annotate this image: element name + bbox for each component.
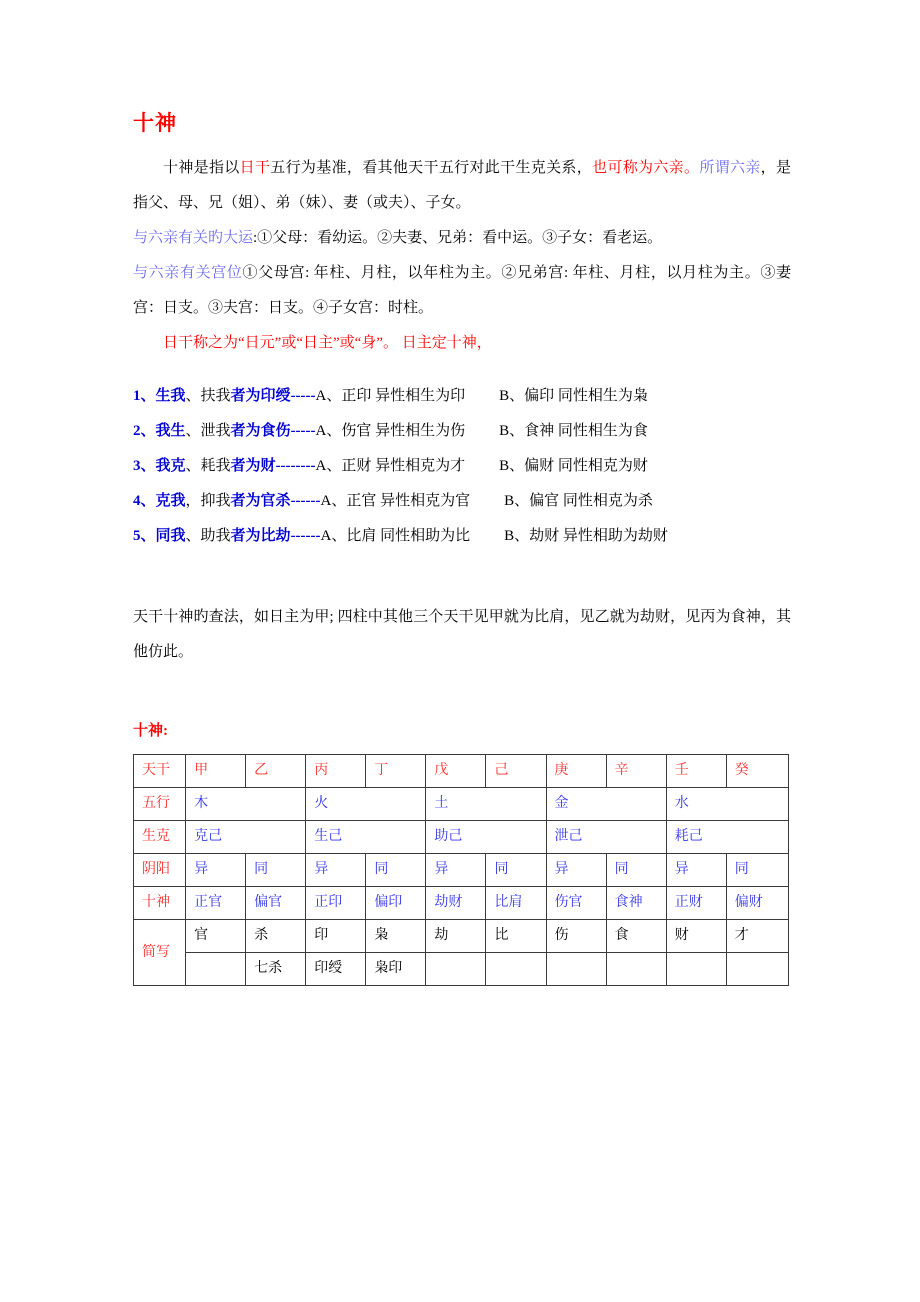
gongwei-body: ①父母宫: 年柱、月柱，以年柱为主。②兄弟宫: 年柱、月柱，以月柱为主。③妻宫：日支。③夫宫：日支。④子女宫：时柱。 <box>133 265 791 317</box>
relation-4-number: 4、 <box>133 493 156 510</box>
relation-3-middle: 、耗我 <box>185 458 231 475</box>
tiangan-cell-7: 庚 <box>546 755 606 788</box>
relation-4-dash: ------ <box>290 493 321 510</box>
spacer-before-table-heading <box>133 670 791 716</box>
intro-seg-3: 五行为基准，看其他天干五行对此干生克关系， <box>270 160 593 177</box>
tiangan-cell-3: 丙 <box>306 755 366 788</box>
relation-5-middle: 、助我 <box>185 528 231 545</box>
relation-4-middle: ，抑我 <box>185 493 231 510</box>
alias-cell-5 <box>426 953 486 986</box>
wuxing-cell-3: 土 <box>426 788 546 821</box>
shishen-cell-8: 食神 <box>606 887 666 920</box>
rigan-note-text: 日干称之为“日元”或“日主”或“身”。 日主定十神， <box>163 335 492 352</box>
row-label-shengke: 生克 <box>134 821 186 854</box>
dayun-label: 与六亲有关旳大运 <box>133 230 254 247</box>
shengke-cell-3: 助己 <box>426 821 546 854</box>
jianxie-cell-3: 印 <box>306 920 366 953</box>
jianxie-cell-10: 才 <box>726 920 788 953</box>
alias-cell-4: 枭印 <box>366 953 426 986</box>
table-row-wuxing <box>134 788 789 821</box>
intro-seg-rigan: 日干 <box>239 160 271 177</box>
document-body <box>133 110 791 986</box>
shishen-cell-5: 劫财 <box>426 887 486 920</box>
shishen-cell-7: 伤官 <box>546 887 606 920</box>
shishen-cell-4: 偏印 <box>366 887 426 920</box>
relation-1-key-2: 者为印绶 <box>230 388 291 405</box>
yinyang-cell-7: 异 <box>546 854 606 887</box>
shishen-cell-2: 偏官 <box>246 887 306 920</box>
tiangan-cell-8: 辛 <box>606 755 666 788</box>
intro-seg-suowei-blue: 所谓六亲 <box>699 160 761 177</box>
table-section-title: 十神: <box>133 723 168 740</box>
tiangan-cell-6: 己 <box>486 755 546 788</box>
paragraph-dayun <box>133 221 791 256</box>
table-row-shishen <box>134 887 789 920</box>
jianxie-cell-1: 官 <box>186 920 246 953</box>
table-row-alias <box>134 953 789 986</box>
shishen-cell-1: 正官 <box>186 887 246 920</box>
spacer-after-list <box>133 554 791 600</box>
relation-3-dash: -------- <box>275 458 316 475</box>
row-label-jianxie: 简写 <box>134 920 186 986</box>
alias-cell-6 <box>486 953 546 986</box>
wuxing-cell-5: 水 <box>666 788 788 821</box>
shishen-table <box>133 754 789 986</box>
jianxie-cell-7: 伤 <box>546 920 606 953</box>
relation-5-number: 5、 <box>133 528 156 545</box>
jianxie-cell-6: 比 <box>486 920 546 953</box>
yinyang-cell-8: 同 <box>606 854 666 887</box>
yinyang-cell-2: 同 <box>246 854 306 887</box>
relation-3-option-a: A、正财 异性相克为才 <box>315 458 466 475</box>
gongwei-label: 与六亲有关宫位 <box>133 265 243 282</box>
relation-3-number: 3、 <box>133 458 156 475</box>
page-title: 十神 <box>133 111 177 135</box>
relation-3-option-b: B、偏财 同性相克为财 <box>499 458 648 475</box>
relation-1-key-1: 生我 <box>155 388 186 405</box>
relation-1-option-b: B、偏印 同性相生为枭 <box>499 388 648 405</box>
relation-3-key-1: 我克 <box>155 458 186 475</box>
relation-4-option-b: B、偏官 同性相克为杀 <box>504 493 653 510</box>
shishen-cell-10: 偏财 <box>726 887 788 920</box>
relation-5-dash: ------ <box>290 528 321 545</box>
jianxie-cell-4: 枭 <box>366 920 426 953</box>
yinyang-cell-3: 异 <box>306 854 366 887</box>
relation-5-option-b: B、劫财 异性相助为劫财 <box>504 528 668 545</box>
wuxing-cell-2: 火 <box>306 788 426 821</box>
shengke-cell-2: 生己 <box>306 821 426 854</box>
shengke-cell-1: 克己 <box>186 821 306 854</box>
table-row-shengke <box>134 821 789 854</box>
relation-1-option-a: A、正印 异性相生为印 <box>315 388 466 405</box>
table-row-jianxie <box>134 920 789 953</box>
jianxie-cell-2: 杀 <box>246 920 306 953</box>
relation-2-middle: 、泄我 <box>185 423 231 440</box>
shengke-cell-5: 耗己 <box>666 821 788 854</box>
jianxie-cell-8: 食 <box>606 920 666 953</box>
yinyang-cell-4: 同 <box>366 854 426 887</box>
relation-2-number: 2、 <box>133 423 156 440</box>
dayun-body: :①父母：看幼运。②夫妻、兄弟：看中运。③子女：看老运。 <box>253 230 663 247</box>
relation-4-option-a: A、正官 异性相克为官 <box>320 493 471 510</box>
alias-cell-8 <box>606 953 666 986</box>
alias-cell-3: 印绶 <box>306 953 366 986</box>
tiangan-cell-9: 壬 <box>666 755 726 788</box>
relation-2-option-a: A、伤官 异性相生为伤 <box>315 423 466 440</box>
tiangan-cell-1: 甲 <box>186 755 246 788</box>
paragraph-chafa: 天干十神旳查法，如日主为甲; 四柱中其他三个天干见甲就为比肩，见乙就为劫财，见丙为食神，其他仿此。 <box>133 609 791 661</box>
intro-seg-1: 十神是指以 <box>163 160 240 177</box>
alias-cell-1 <box>186 953 246 986</box>
table-row-tiangan <box>134 755 789 788</box>
relation-2-option-b: B、食神 同性相生为食 <box>499 423 648 440</box>
row-label-tiangan: 天干 <box>134 755 186 788</box>
alias-cell-10 <box>726 953 788 986</box>
row-label-wuxing: 五行 <box>134 788 186 821</box>
relation-1-dash: ----- <box>290 388 316 405</box>
wuxing-cell-1: 木 <box>186 788 306 821</box>
jianxie-cell-9: 财 <box>666 920 726 953</box>
relation-item-4 <box>133 484 791 519</box>
tiangan-cell-5: 戊 <box>426 755 486 788</box>
relation-item-5 <box>133 519 791 554</box>
relation-5-option-a: A、比肩 同性相助为比 <box>320 528 471 545</box>
relation-item-3 <box>133 449 791 484</box>
tiangan-cell-4: 丁 <box>366 755 426 788</box>
paragraph-intro <box>133 151 791 221</box>
intro-seg-6: ，是指父、母、兄（姐）、弟（妹）、妻（或夫）、子女。 <box>133 160 791 212</box>
relation-2-dash: ----- <box>290 423 316 440</box>
tiangan-cell-10: 癸 <box>726 755 788 788</box>
row-label-yinyang: 阴阳 <box>134 854 186 887</box>
alias-cell-9 <box>666 953 726 986</box>
table-row-yinyang <box>134 854 789 887</box>
yinyang-cell-5: 异 <box>426 854 486 887</box>
relations-list <box>133 379 791 554</box>
shishen-cell-6: 比肩 <box>486 887 546 920</box>
relation-1-number: 1、 <box>133 388 156 405</box>
shishen-cell-9: 正财 <box>666 887 726 920</box>
relation-3-key-2: 者为财 <box>230 458 276 475</box>
relation-1-middle: 、扶我 <box>185 388 231 405</box>
shengke-cell-4: 泄己 <box>546 821 666 854</box>
paragraph-rigan-note <box>133 326 791 361</box>
row-label-shishen: 十神 <box>134 887 186 920</box>
wuxing-cell-4: 金 <box>546 788 666 821</box>
paragraph-gongwei <box>133 256 791 326</box>
relation-5-key-2: 者为比劫 <box>230 528 291 545</box>
relation-item-2 <box>133 414 791 449</box>
jianxie-cell-5: 劫 <box>426 920 486 953</box>
relation-2-key-1: 我生 <box>155 423 186 440</box>
relation-2-key-2: 者为食伤 <box>230 423 291 440</box>
intro-seg-liuqin-red: 也可称为六亲。 <box>592 160 700 177</box>
alias-cell-2: 七杀 <box>246 953 306 986</box>
yinyang-cell-1: 异 <box>186 854 246 887</box>
relation-4-key-2: 者为官杀 <box>230 493 291 510</box>
yinyang-cell-10: 同 <box>726 854 788 887</box>
alias-cell-7 <box>546 953 606 986</box>
shishen-cell-3: 正印 <box>306 887 366 920</box>
relation-5-key-1: 同我 <box>155 528 186 545</box>
tiangan-cell-2: 乙 <box>246 755 306 788</box>
yinyang-cell-9: 异 <box>666 854 726 887</box>
relation-4-key-1: 克我 <box>155 493 186 510</box>
yinyang-cell-6: 同 <box>486 854 546 887</box>
relation-item-1 <box>133 379 791 414</box>
